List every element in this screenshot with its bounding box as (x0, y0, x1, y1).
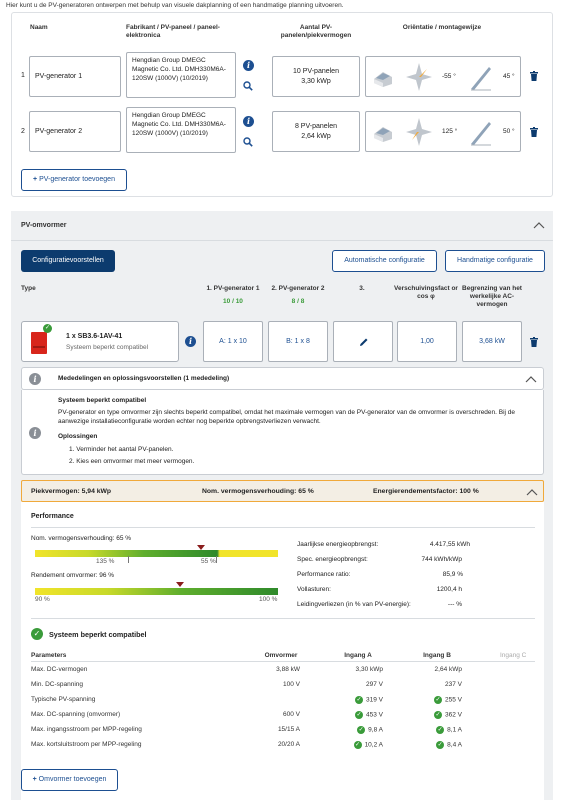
compat-param: Max. kortsluitstroom per MPP-regeling (31, 741, 142, 748)
compat-inverter-value: 20/20 A (277, 741, 300, 748)
divider (31, 618, 535, 619)
compat-input-a-value: ✓ 453 V (356, 711, 383, 719)
stat-label: Performance ratio: (297, 571, 351, 578)
info-icon[interactable]: i (243, 60, 254, 71)
azimuth-value: 125 ° (442, 128, 458, 135)
ac-limit-field[interactable]: 3,68 kW (462, 321, 522, 362)
check-icon: ✓ (437, 742, 443, 748)
header-gen1: 1. PV-generator 1 (206, 285, 260, 292)
input-a-field[interactable]: A: 1 x 10 (203, 321, 263, 362)
compat-inverter-value: 15/15 A (277, 726, 300, 733)
panel-count: 10 PV-panelen (293, 68, 339, 75)
header-cos: Verschuivingsfact or cos φ (394, 285, 458, 300)
peak-power: Piekvermogen: 5,94 kWp (31, 488, 112, 495)
tick (128, 556, 129, 563)
check-icon: ✓ (356, 712, 362, 718)
notice-body (21, 390, 544, 475)
module-select[interactable]: Hengdian Group DMEGC Magnetic Co. Ltd. DMH330M6A-120SW (1000V) (10/2019) (126, 52, 236, 98)
power-ratio: Nom. vermogensverhouding: 65 % (202, 488, 314, 495)
tilt-value: 45 ° (503, 73, 515, 80)
stat-value: 1200,4 h (436, 586, 462, 593)
info-icon: i (29, 427, 41, 439)
intro-text: Hier kunt u de PV-generatoren ontwerpen met behulp van visuele dakplanning of een handmatige planning uitvoeren. (6, 2, 344, 9)
stat-label: Spec. energieopbrengst: (297, 556, 368, 563)
edit-field[interactable] (333, 321, 393, 362)
header-count: Aantal PV-panelen/piekvermogen (280, 24, 352, 39)
inverter-name: 1 x SB3.6-1AV-41 (66, 333, 123, 340)
check-icon: ✓ (44, 325, 51, 331)
search-icon[interactable] (243, 81, 253, 91)
eff-tick-label: 90 % (35, 596, 50, 603)
house-icon (371, 65, 395, 89)
inverter-section-title: PV-omvormer (21, 222, 67, 229)
eff-gauge (35, 588, 278, 595)
gen2-count: 8 / 8 (291, 298, 305, 305)
eff-label: Rendement omvormer: 96 % (31, 572, 115, 579)
efficiency-factor: Energierendementsfactor: 100 % (373, 488, 479, 495)
panel-power: 2,64 kWp (301, 133, 331, 140)
row-index: 2 (21, 128, 25, 135)
compass-icon (404, 116, 434, 148)
check-icon: ✓ (435, 697, 441, 703)
inverter-type-field[interactable] (21, 321, 179, 362)
manual-config-button[interactable]: Handmatige configuratie (445, 250, 545, 272)
ratio-tick-label: 55 % (201, 558, 216, 565)
check-circle-icon: ✓ (31, 628, 43, 640)
compat-input-b-value: 237 V (445, 681, 462, 688)
generator-name-input[interactable]: PV-generator 1 (29, 56, 121, 97)
performance-title: Performance (31, 513, 74, 520)
compat-param: Max. DC-vermogen (31, 666, 88, 673)
chevron-up-icon[interactable] (533, 221, 545, 229)
check-icon: ✓ (356, 697, 362, 703)
compat-header: Ingang B (423, 652, 451, 659)
stat-label: Leidingverliezen (in % van PV-energie): (297, 601, 411, 608)
divider (31, 527, 535, 528)
info-icon[interactable]: i (185, 336, 196, 347)
trash-icon[interactable] (530, 127, 538, 137)
trash-icon[interactable] (530, 337, 538, 347)
check-icon: ✓ (435, 712, 441, 718)
divider (11, 240, 553, 241)
compat-param: Min. DC-spanning (31, 681, 84, 688)
eff-tick-label: 100 % (259, 596, 278, 603)
compat-input-a-value: ✓ 319 V (356, 696, 383, 704)
header-type: Type (21, 285, 36, 292)
house-icon (371, 120, 395, 144)
inverter-status: Systeem beperkt compatibel (66, 344, 149, 351)
header-orientation: Oriëntatie / montagewijze (402, 24, 482, 31)
header-gen2: 2. PV-generator 2 (271, 285, 325, 292)
plus-icon: + (32, 776, 39, 783)
chevron-up-icon[interactable] (526, 488, 538, 496)
orientation-field[interactable] (365, 56, 521, 97)
check-icon: ✓ (358, 727, 364, 733)
pencil-icon (359, 337, 369, 347)
compat-header: Parameters (31, 652, 67, 659)
info-icon: i (29, 373, 41, 385)
panel-count-field[interactable] (272, 111, 360, 152)
header-manufacturer: Fabrikant / PV-paneel / paneel-elektronica (126, 24, 220, 39)
header-three: 3. (359, 285, 365, 292)
input-b-field[interactable]: B: 1 x 8 (268, 321, 328, 362)
solution-1: 1. Verminder het aantal PV-panelen. (69, 446, 174, 453)
stat-label: Vollasturen: (297, 586, 331, 593)
tilt-icon (469, 118, 493, 146)
stat-value: 744 kWh/kWp (421, 556, 462, 563)
generator-name-input[interactable]: PV-generator 2 (29, 111, 121, 152)
compat-header: Ingang C (500, 652, 527, 659)
info-icon[interactable]: i (243, 116, 254, 127)
header-limit: Begrenzing van het werkelijke AC-vermogen (462, 285, 522, 308)
ratio-label: Nom. vermogensverhouding: 65 % (31, 535, 132, 542)
panel-power: 3,30 kWp (301, 78, 331, 85)
stat-label: Jaarlijkse energieopbrengst: (297, 541, 379, 548)
compat-input-b-value: 2,64 kWp (434, 666, 462, 673)
auto-config-button[interactable]: Automatische configuratie (332, 250, 437, 272)
compat-input-a-value: 3,30 kWp (355, 666, 383, 673)
notice-title: Systeem beperkt compatibel (58, 397, 147, 404)
compat-param: Max. DC-spanning (omvormer) (31, 711, 121, 718)
tilt-value: 50 ° (503, 128, 515, 135)
add-inverter-button[interactable]: + Omvormer toevoegen (21, 769, 118, 791)
orientation-field[interactable] (365, 111, 521, 152)
panel-count: 8 PV-panelen (294, 123, 338, 130)
compat-header: Omvormer (264, 652, 298, 659)
compat-input-b-value: ✓ 8,1 A (437, 726, 462, 734)
compat-inverter-value: 100 V (283, 681, 300, 688)
eff-marker-icon (176, 582, 184, 587)
compat-title: Systeem beperkt compatibel (49, 630, 147, 639)
compat-inverter-value: 600 V (283, 711, 300, 718)
summary-bar[interactable] (21, 480, 544, 502)
compat-header: Ingang A (344, 652, 372, 659)
compat-input-b-value: ✓ 255 V (435, 696, 462, 704)
add-generator-button[interactable]: + PV-generator toevoegen (21, 169, 127, 191)
row-index: 1 (21, 72, 25, 79)
module-select[interactable]: Hengdian Group DMEGC Magnetic Co. Ltd. DMH330M6A-120SW (1000V) (10/2019) (126, 107, 236, 153)
compat-param: Typische PV-spanning (31, 696, 96, 703)
cos-phi-field[interactable]: 1,00 (397, 321, 457, 362)
compat-input-b-value: ✓ 362 V (435, 711, 462, 719)
compat-input-a-value: ✓ 9,8 A (358, 726, 383, 734)
tilt-icon (469, 63, 493, 91)
header-name: Naam (30, 24, 48, 31)
notice-text: PV-generator en type omvormer zijn slechts beperkt compatibel, omdat het maximale vermogen van de PV-generator van de omvormer is overschreden. Bij de aanwezige installatieconfiguratie worden echter nog beperkte opbrengstverliezen verwacht. (58, 409, 516, 425)
check-icon: ✓ (437, 727, 443, 733)
compat-param: Max. ingangsstroom per MPP-regeling (31, 726, 142, 733)
ratio-marker-icon (197, 545, 205, 550)
divider (31, 661, 535, 662)
check-icon: ✓ (355, 742, 361, 748)
notices-title: Mededelingen en oplossingsvoorstellen (1 mededeling) (58, 375, 230, 382)
notices-header[interactable] (21, 367, 544, 390)
panel-count-field[interactable] (272, 56, 360, 97)
solution-2: 2. Kies een omvormer met meer vermogen. (69, 458, 195, 465)
compat-input-b-value: ✓ 8,4 A (437, 741, 462, 749)
ratio-gauge (35, 550, 278, 557)
trash-icon[interactable] (530, 71, 538, 81)
gen1-count: 10 / 10 (223, 298, 243, 305)
config-suggestions-button[interactable]: Configuratievoorstellen (21, 250, 115, 272)
compat-input-a-value: 297 V (366, 681, 383, 688)
stat-value: --- % (447, 601, 462, 608)
compat-input-a-value: ✓ 10,2 A (355, 741, 383, 749)
search-icon[interactable] (243, 137, 253, 147)
stat-value: 4.417,55 kWh (429, 541, 470, 548)
compat-inverter-value: 3,88 kW (276, 666, 300, 673)
azimuth-value: -55 ° (442, 73, 456, 80)
compass-icon (404, 61, 434, 93)
chevron-up-icon[interactable] (525, 375, 537, 383)
tick (216, 556, 217, 563)
solutions-title: Oplossingen (58, 433, 98, 440)
ratio-tick-label: 135 % (96, 558, 115, 565)
plus-icon: + (33, 176, 40, 183)
stat-value: 85,9 % (442, 571, 463, 578)
